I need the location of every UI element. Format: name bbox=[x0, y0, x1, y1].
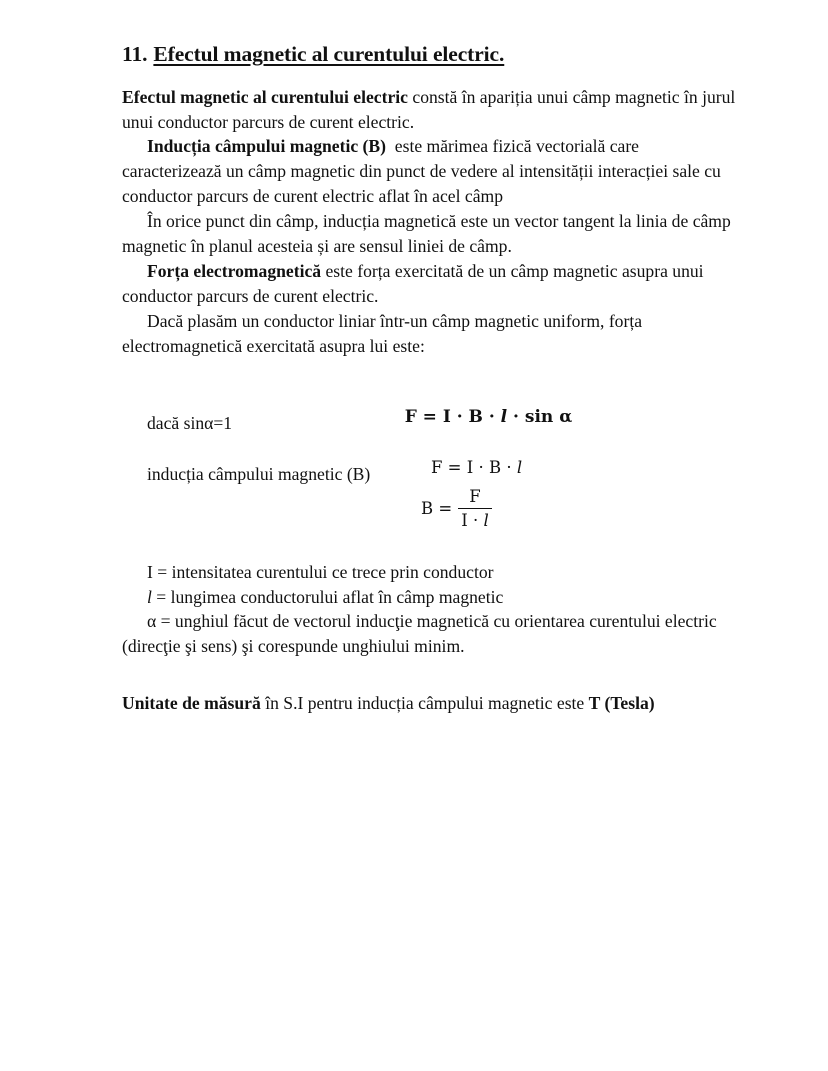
section-title: Efectul magnetic al curentului electric. bbox=[153, 42, 505, 66]
formula-lhs: B = bbox=[421, 499, 453, 518]
term-magnetic-effect: Efectul magnetic al curentului electric bbox=[122, 87, 408, 107]
formula-length-symbol: l bbox=[483, 511, 489, 530]
section-number: 11. bbox=[122, 42, 148, 66]
paragraph-4-line-1 bbox=[147, 261, 704, 281]
paragraph-text: constă în apariția unui câmp magnetic în jurul bbox=[407, 87, 736, 107]
fraction bbox=[458, 487, 492, 530]
formula-part: · sin α bbox=[507, 407, 573, 427]
paragraph-3-line-1: În orice punct din câmp, inducția magnetică este un vector tangent la linia de câmp bbox=[147, 211, 731, 231]
definition-text: = lungimea conductorului aflat în câmp magnetic bbox=[151, 587, 504, 607]
paragraph-text: este forța exercitată de un câmp magnetic asupra unui bbox=[321, 261, 704, 281]
paragraph-5-line-1: Dacă plasăm un conductor liniar într-un câmp magnetic uniform, forța bbox=[147, 311, 643, 331]
paragraph-1-line-2: unui conductor parcurs de curent electric. bbox=[122, 112, 415, 132]
unit-value: T (Tesla) bbox=[588, 693, 655, 713]
induction-label: inducția câmpului magnetic (B) bbox=[147, 464, 371, 484]
definition-text: = intensitatea curentului ce trece prin conductor bbox=[152, 562, 494, 582]
unit-text: în S.I pentru inducția câmpului magnetic este bbox=[260, 693, 589, 713]
paragraph-text: este mărimea fizică vectorială care bbox=[386, 136, 639, 156]
formula-length-symbol: l bbox=[500, 407, 508, 427]
symbol-current: I bbox=[147, 562, 153, 582]
fraction-numerator: F bbox=[458, 487, 492, 509]
definition-current bbox=[147, 562, 494, 582]
formula-part: F = I · B · bbox=[404, 407, 501, 427]
fraction-denominator bbox=[458, 509, 492, 530]
definition-length bbox=[147, 587, 503, 607]
paragraph-2-line-3: conductor parcurs de curent electric aflat în acel câmp bbox=[122, 186, 503, 206]
term-electromagnetic-force: Forța electromagnetică bbox=[147, 261, 322, 281]
paragraph-2-line-1 bbox=[147, 136, 639, 156]
paragraph-4-line-2: conductor parcurs de curent electric. bbox=[122, 286, 379, 306]
definition-angle-line-1: α = unghiul făcut de vectorul inducţie magnetică cu orientarea curentului electric bbox=[147, 611, 717, 631]
formula-part: I · bbox=[461, 511, 484, 530]
formula-part: F = I · B · bbox=[430, 458, 517, 477]
unit-statement bbox=[122, 693, 655, 713]
paragraph-3-line-2: magnetic în planul acesteia și are sensul liniei de câmp. bbox=[122, 236, 512, 256]
term-magnetic-induction: Inducția câmpului magnetic (B) bbox=[147, 136, 386, 156]
definition-angle-line-2: (direcţie şi sens) şi corespunde unghiului minim. bbox=[122, 636, 465, 656]
formula-length-symbol: l bbox=[516, 458, 523, 477]
unit-label: Unitate de măsură bbox=[122, 693, 261, 713]
section-heading bbox=[122, 42, 504, 67]
formula-induction bbox=[421, 487, 492, 530]
formula-force-full bbox=[381, 387, 572, 447]
paragraph-5-line-2: electromagnetică exercitată asupra lui este: bbox=[122, 336, 425, 356]
paragraph-1-line-1 bbox=[122, 87, 735, 107]
paragraph-2-line-2: caracterizează un câmp magnetic din punct de vedere al intensității interacției sale cu bbox=[122, 161, 721, 181]
condition-label: dacă sinα=1 bbox=[147, 413, 233, 433]
symbol-length: l bbox=[147, 587, 152, 607]
